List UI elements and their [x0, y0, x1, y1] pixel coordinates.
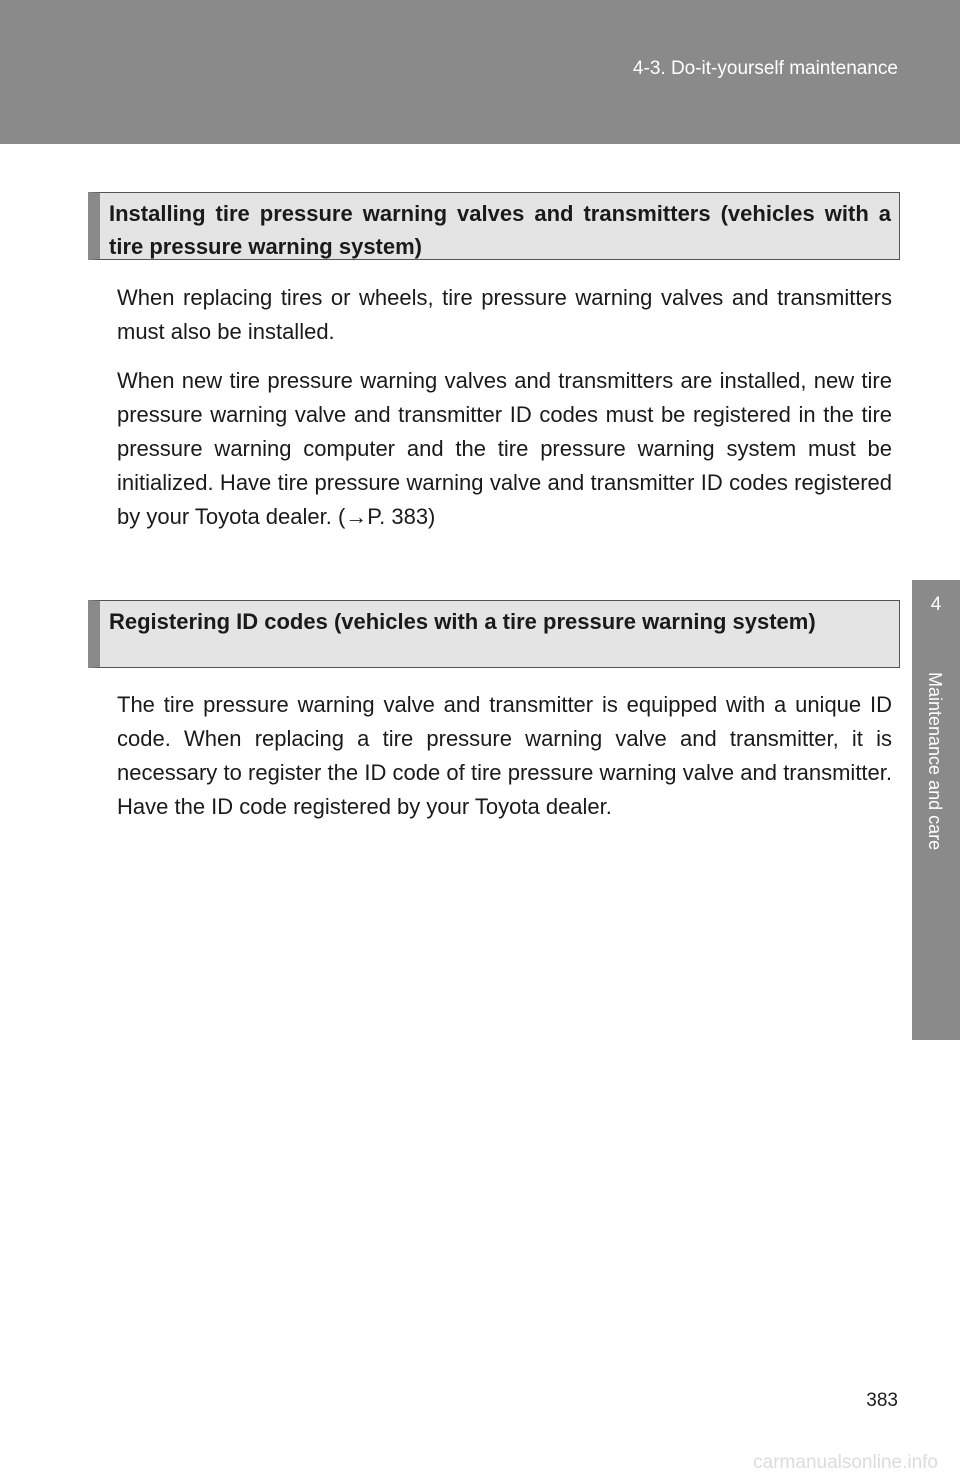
header-band [0, 0, 960, 144]
paragraph-new-valves: When new tire pressure warning valves and transmitters are installed, new tire pressure warning valve and transmitter ID codes must be registered in the tire pressure warning computer and the tire pressure warning system must be initialized. Have tire pressure warning valve and transmitter ID codes registered by your Toyota dealer. (→P. 383) [117, 368, 892, 529]
chapter-number: 4 [930, 594, 942, 615]
chapter-name: Maintenance and care [925, 672, 945, 851]
watermark: carmanualsonline.info [753, 1452, 938, 1473]
heading-registering-id-codes: Registering ID codes (vehicles with a tire pressure warning system) [88, 600, 900, 668]
paragraph-replacing-tires: When replacing tires or wheels, tire pressure warning valves and transmitters must also be installed. [117, 285, 892, 344]
chapter-side-tab [912, 580, 960, 1040]
heading-installing-valves: Installing tire pressure warning valves and transmitters (vehicles with a tire pressure warning system) [88, 192, 900, 260]
page-number: 383 [866, 1390, 898, 1411]
section-title: 4-3. Do-it-yourself maintenance [632, 58, 898, 79]
paragraph-unique-id-code: The tire pressure warning valve and transmitter is equipped with a unique ID code. When replacing a tire pressure warning valve and transmitter, it is necessary to register the ID code of tire pressure warning valve and transmitter. Have the ID code registered by your Toyota dealer. [117, 692, 892, 819]
